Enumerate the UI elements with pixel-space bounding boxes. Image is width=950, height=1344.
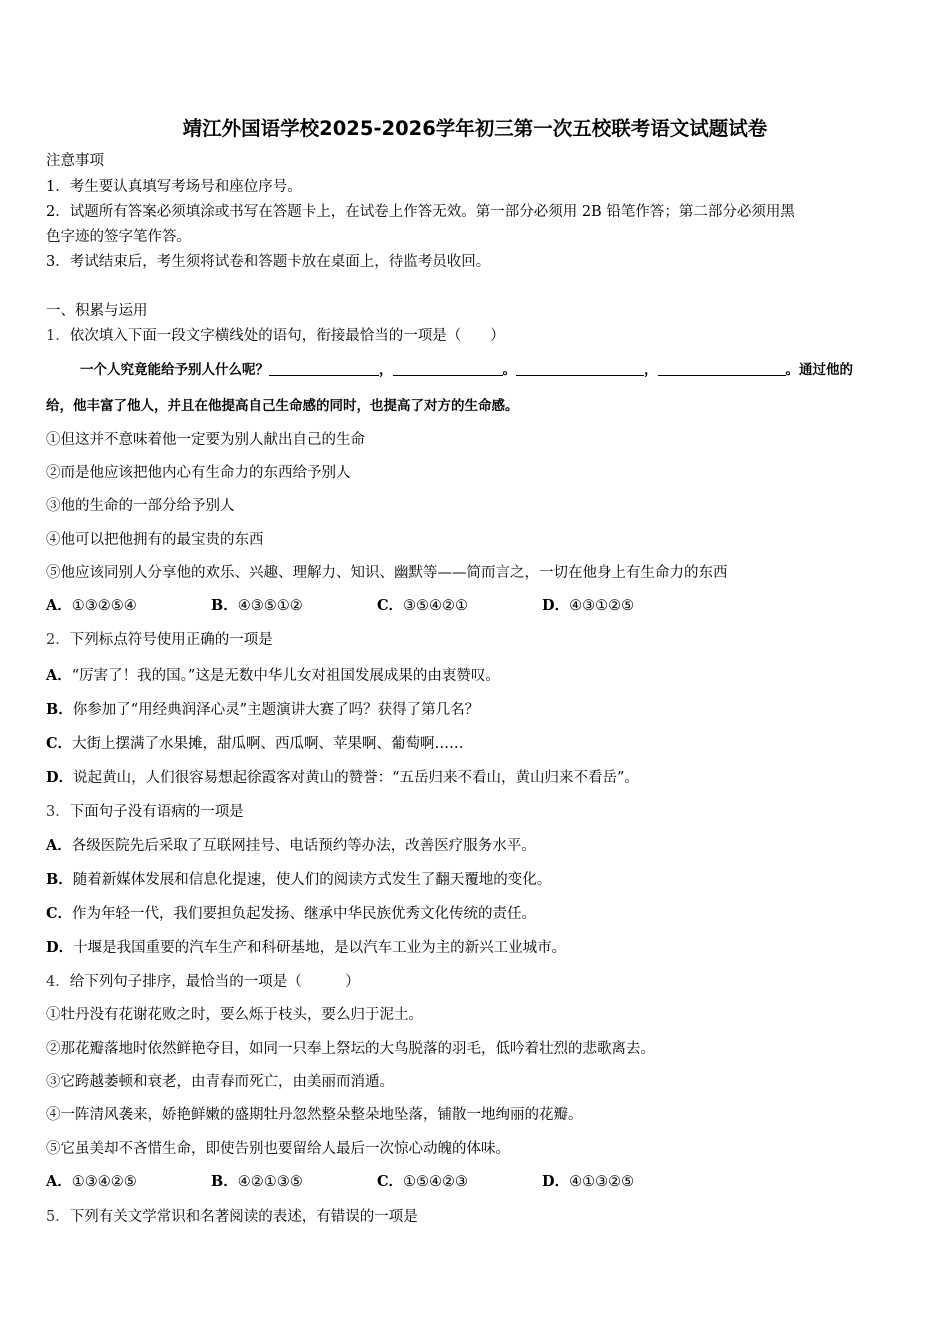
passage-line-1 [80,361,853,379]
option-d[interactable]: D．十堰是我国重要的汽车生产和科研基地，是以汽车工业为主的新兴工业城市。 [46,939,567,956]
passage-end: 。通过他的 [785,362,853,378]
list-item: ②而是他应该把他内心有生命力的东西给予别人 [46,465,351,481]
notice-item: 3．考试结束后，考生须将试卷和答题卡放在桌面上，待监考员收回。 [46,254,491,270]
list-item: ①牡丹没有花谢花败之时，要么烁于枝头，要么归于泥土。 [46,1007,423,1023]
punctuation: ， [644,362,658,378]
list-item: ④一阵清风袭来，娇艳鲜嫩的盛期牡丹忽然整朵整朵地坠落，铺散一地绚丽的花瓣。 [46,1107,583,1123]
option-a[interactable]: A．“厉害了！我的国。”这是无数中华儿女对祖国发展成果的由衷赞叹。 [46,667,500,684]
passage-start: 一个人究竟能给予别人什么呢？ [80,362,269,378]
option-b[interactable]: B．④③⑤①② [211,597,303,614]
question-number: 5． [46,1209,70,1225]
option-c[interactable]: C．大街上摆满了水果摊，甜瓜啊、西瓜啊、苹果啊、葡萄啊…… [46,735,464,752]
notice-item: 色字迹的签字笔作答。 [46,229,191,245]
question-stem: 给下列句子排序，最恰当的一项是（ ） [69,974,360,990]
answer-blank[interactable] [516,361,644,376]
option-b[interactable]: B．④②①③⑤ [211,1173,303,1190]
question-stem: 下列标点符号使用正确的一项是 [69,632,273,648]
option-d[interactable]: D．说起黄山，人们很容易想起徐霞客对黄山的赞誉：“五岳归来不看山，黄山归来不看岳”。 [46,769,639,786]
option-b[interactable]: B．你参加了“用经典润泽心灵”主题演讲大赛了吗？获得了第几名？ [46,701,480,718]
list-item: ①但这并不意味着他一定要为别人献出自己的生命 [46,432,365,448]
notice-heading: 注意事项 [46,153,104,169]
option-d[interactable]: D．④①③②⑤ [542,1173,635,1190]
list-item: ⑤它虽美却不吝惜生命，即使告别也要留给人最后一次惊心动魄的体味。 [46,1141,510,1157]
list-item: ④他可以把他拥有的最宝贵的东西 [46,532,264,548]
passage-line-2: 给，他丰富了他人，并且在他提高自己生命感的同时，也提高了对方的生命感。 [46,398,519,414]
question-stem: 下面句子没有语病的一项是 [69,804,244,820]
question-number: 1． [46,328,70,344]
list-item: ③他的生命的一部分给予别人 [46,498,235,514]
answer-blank[interactable] [393,361,503,376]
question-number: 2． [46,632,70,648]
list-item: ⑤他应该同别人分享他的欢乐、兴趣、理解力、知识、幽默等——简而言之，一切在他身上有生命力的东西 [46,565,728,581]
answer-blank[interactable] [658,361,786,376]
question-5 [46,1208,418,1226]
option-c[interactable]: C．作为年轻一代，我们要担负起发扬、继承中华民族优秀文化传统的责任。 [46,905,537,922]
option-b[interactable]: B．随着新媒体发展和信息化提速，使人们的阅读方式发生了翻天覆地的变化。 [46,871,552,888]
question-3 [46,803,244,821]
list-item: ③它跨越萎顿和衰老，由青春而死亡，由美丽而消遁。 [46,1074,394,1090]
option-c[interactable]: C．③⑤④②① [377,597,469,614]
question-stem: 下列有关文学常识和名著阅读的表述，有错误的一项是 [69,1209,418,1225]
question-4 [46,973,360,991]
notice-item: 2．试题所有答案必须填涂或书写在答题卡上，在试卷上作答无效。第一部分必须用 2B 铅笔作答；第二部分必须用黑 [46,204,795,220]
punctuation: ， [379,362,393,378]
option-a[interactable]: A．①③④②⑤ [46,1173,137,1190]
question-1 [46,327,505,345]
section-heading: 一、积累与运用 [46,303,148,319]
page-title: 靖江外国语学校2025-2026学年初三第一次五校联考语文试题试卷 [182,117,768,140]
question-number: 3． [46,804,70,820]
question-2 [46,631,273,649]
notice-item: 1．考生要认真填写考场号和座位序号。 [46,179,302,195]
punctuation: 。 [502,362,516,378]
question-number: 4． [46,974,70,990]
list-item: ②那花瓣落地时依然鲜艳夺目，如同一只奉上祭坛的大鸟脱落的羽毛，低吟着壮烈的悲歌离去。 [46,1041,655,1057]
option-d[interactable]: D．④③①②⑤ [542,597,635,614]
option-c[interactable]: C．①⑤④②③ [377,1173,469,1190]
option-a[interactable]: A．①③②⑤④ [46,597,137,614]
option-a[interactable]: A．各级医院先后采取了互联网挂号、电话预约等办法，改善医疗服务水平。 [46,837,536,854]
question-stem: 依次填入下面一段文字横线处的语句，衔接最恰当的一项是（ ） [69,328,505,344]
answer-blank[interactable] [269,361,379,376]
